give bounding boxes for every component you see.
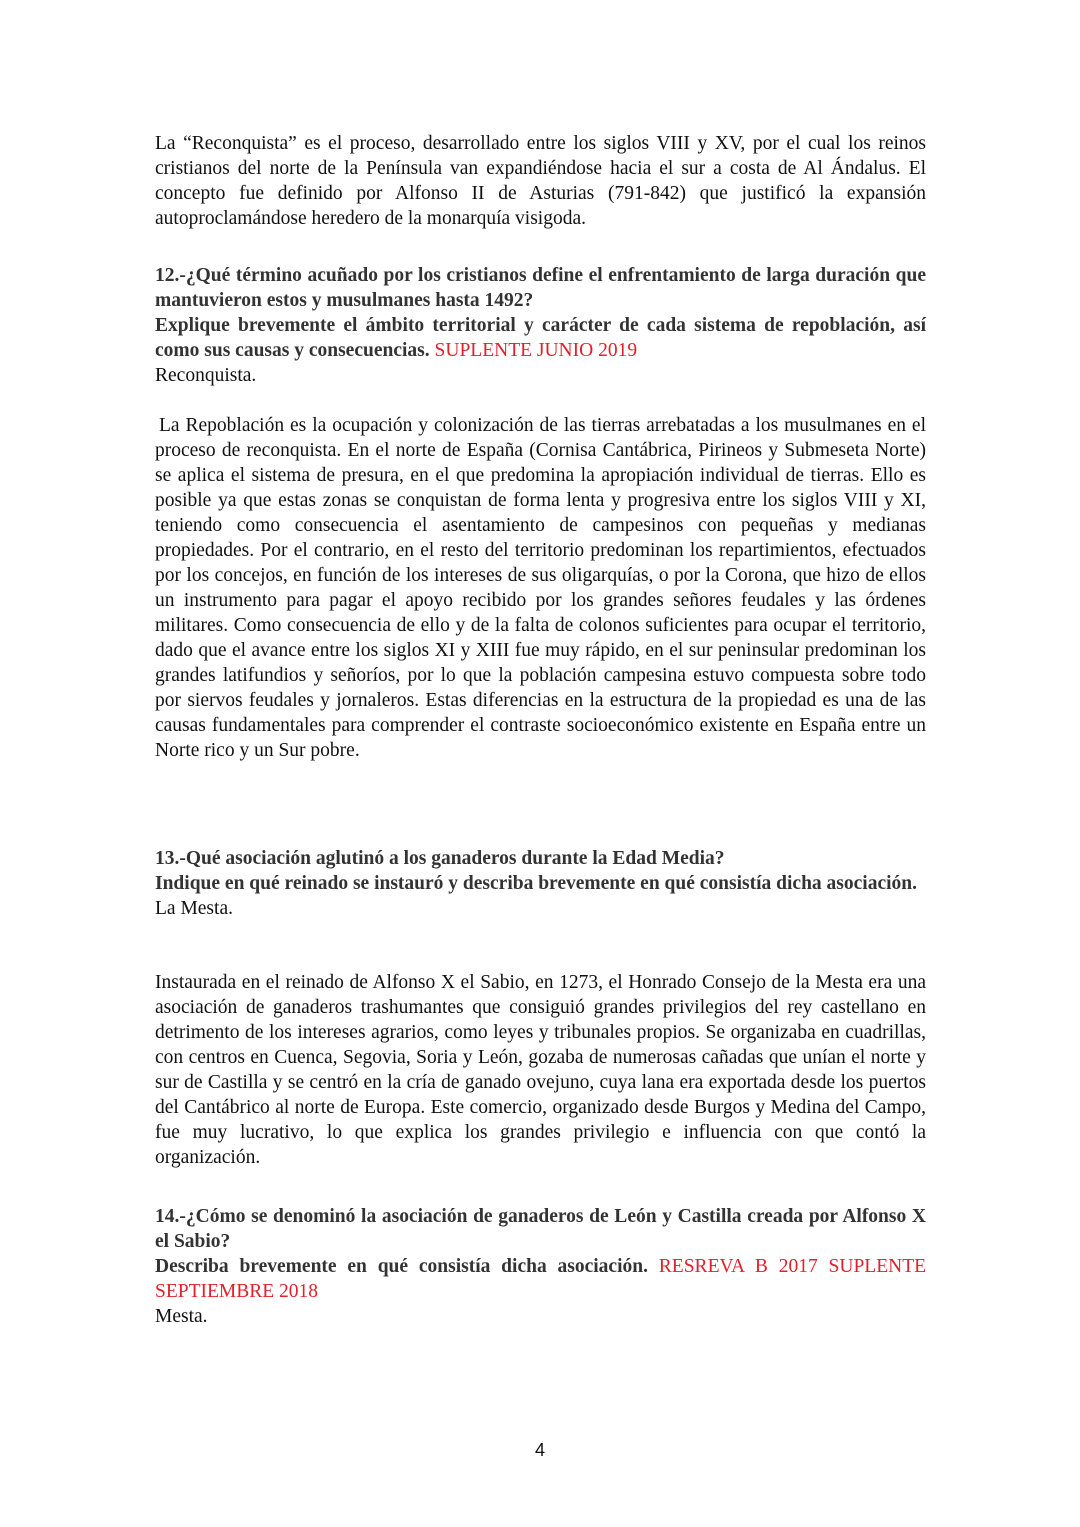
question-12-short-answer: Reconquista. xyxy=(155,365,257,386)
question-12-subtext xyxy=(155,313,926,363)
question-12 xyxy=(155,263,926,388)
question-14-text: 14.-¿Cómo se denominó la asociación de ganaderos de León y Castilla creada por Alfonso X el Sabio? xyxy=(155,1206,926,1252)
question-12-answer xyxy=(155,413,926,763)
question-14-subtext-label: Describa brevemente en qué consistía dicha asociación. xyxy=(155,1256,648,1277)
question-13 xyxy=(155,846,926,921)
intro-paragraph xyxy=(155,131,926,231)
exam-tag: RESREVA B 2017 xyxy=(658,1256,818,1277)
question-14 xyxy=(155,1204,926,1329)
question-13-answer xyxy=(155,970,926,1170)
page-number: 4 xyxy=(534,1440,545,1460)
exam-tag-2: SUPLENTE SEPTIEMBRE 2018 xyxy=(155,1256,927,1302)
question-13-text: 13.-Qué asociación aglutinó a los ganaderos durante la Edad Media? xyxy=(155,848,725,869)
question-12-subtext-label: Explique brevemente el ámbito territorial y carácter de cada sistema de repoblación, así como sus causas y consecuencias. xyxy=(155,315,926,361)
question-13-answer-text: Instaurada en el reinado de Alfonso X el Sabio, en 1273, el Honrado Consejo de la Mesta era una asociación de ganaderos trashumantes que consiguió grandes privilegios del rey castellano en detrimento de los intereses agrarios, como leyes y tribunales propios. Se organizaba en cuadrillas, con centros en Cuenca, Segovia, Soria y León, gozaba de numerosas cañadas que unían el norte y sur de Castilla y se centró en la cría de ganado ovejuno, cuya lana era exportada desde los puertos del Cantábrico al norte de Europa. Este comercio, organizado desde Burgos y Medina del Campo, fue muy lucrativo, lo que explica los grandes privilegio e influencia con que contó la organización. xyxy=(155,972,926,1168)
question-13-subtext: Indique en qué reinado se instauró y describa brevemente en qué consistía dicha asociación. xyxy=(155,873,917,894)
question-12-text: 12.-¿Qué término acuñado por los cristianos define el enfrentamiento de larga duración que mantuvieron estos y musulmanes hasta 1492? xyxy=(155,265,926,311)
question-14-subtext xyxy=(155,1254,926,1304)
question-14-short-answer: Mesta. xyxy=(155,1306,208,1327)
question-13-short-answer: La Mesta. xyxy=(155,898,233,919)
intro-text: La “Reconquista” es el proceso, desarrollado entre los siglos VIII y XV, por el cual los reinos cristianos del norte de la Península van expandiéndose hacia el sur a costa de Al Ándalus. El concepto fue definido por Alfonso II de Asturias (791-842) que justificó la expansión autoproclamándose heredero de la monarquía visigoda. xyxy=(155,133,926,229)
exam-tag: SUPLENTE JUNIO 2019 xyxy=(434,340,638,361)
question-12-answer-text: La Repoblación es la ocupación y colonización de las tierras arrebatadas a los musulmanes en el proceso de reconquista. En el norte de España (Cornisa Cantábrica, Pirineos y Submeseta Norte) se aplica el sistema de presura, en el que predomina la apropiación individual de tierras. Ello es posible ya que estas zonas se conquistan de forma lenta y progresiva entre los siglos VIII y XI, teniendo como consecuencia el asentamiento de campesinos con pequeñas y medianas propiedades. Por el contrario, en el resto del territorio predominan los repartimientos, efectuados por los concejos, en función de los intereses de sus oligarquías, o por la Corona, que hizo de ellos un instrumento para pagar el apoyo recibido por los grandes señores feudales y las órdenes militares. Como consecuencia de ello y de la falta de colonos suficientes para ocupar el territorio, dado que el avance entre los siglos XI y XIII fue muy rápido, en el sur peninsular predominan los grandes latifundios y señoríos, por lo que la población campesina estuvo compuesta sobre todo por siervos feudales y jornaleros. Estas diferencias en la estructura de la propiedad es una de las causas fundamentales para comprender el contraste socioeconómico existente en España entre un Norte rico y un Sur pobre. xyxy=(155,415,926,761)
